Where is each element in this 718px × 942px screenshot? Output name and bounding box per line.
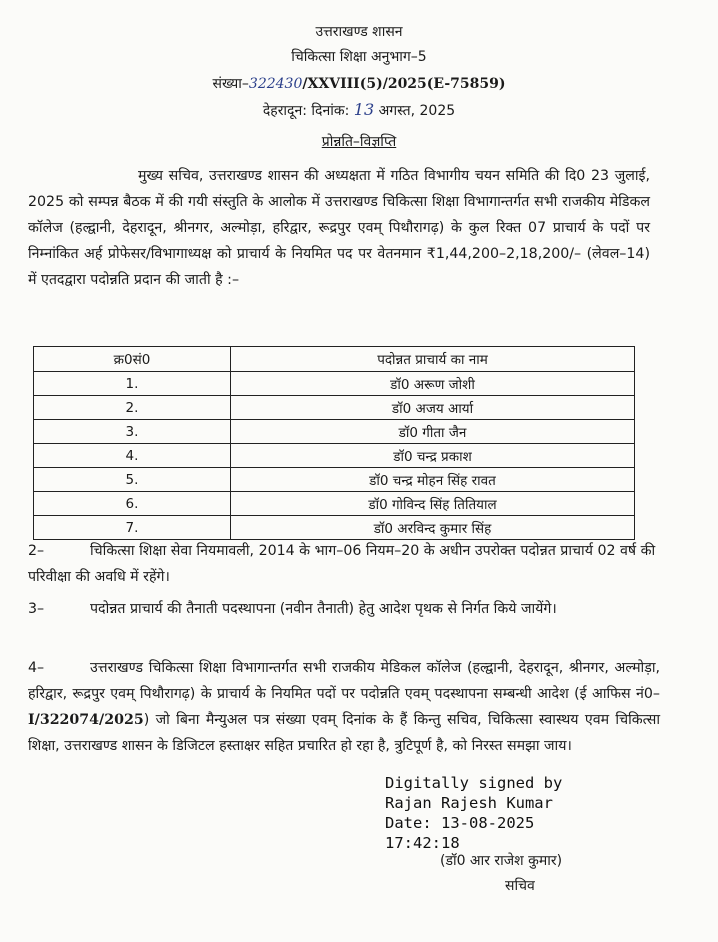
notice-title-text: प्रोन्नति–विज्ञप्ति [321, 134, 397, 150]
table-row [34, 396, 635, 420]
serial-cell: 7. [34, 516, 231, 540]
number-prefix: संख्या– [212, 76, 249, 92]
serial-cell: 6. [34, 492, 231, 516]
serial-cell: 5. [34, 468, 231, 492]
notice-title [0, 132, 718, 151]
name-cell: डॉ0 गोविन्द सिंह तितियाल [231, 492, 635, 516]
signature-line-3: Date: 13-08-2025 [385, 814, 535, 832]
name-cell: डॉ0 गीता जैन [231, 420, 635, 444]
name-cell: डॉ0 अरूण जोशी [231, 372, 635, 396]
serial-cell: 3. [34, 420, 231, 444]
point-3 [28, 596, 668, 622]
name-cell: डॉ0 चन्द्र मोहन सिंह रावत [231, 468, 635, 492]
point-4 [28, 655, 660, 759]
table-row [34, 492, 635, 516]
government-heading: उत्तराखण्ड शासन [315, 24, 403, 40]
point-2 [28, 538, 668, 590]
signatory-designation: सचिव [505, 878, 535, 894]
header-serial: क्र0सं0 [34, 347, 231, 372]
table-row [34, 444, 635, 468]
point-3-text: पदोन्नत प्राचार्य की तैनाती पदस्थापना (नवीन तैनाती) हेतु आदेश पृथक से निर्गत किये जायेंगे। [90, 601, 557, 617]
name-cell: डॉ0 अरविन्द कुमार सिंह [231, 516, 635, 540]
serial-cell: 1. [34, 372, 231, 396]
digital-signature [385, 773, 562, 853]
serial-cell: 4. [34, 444, 231, 468]
point-4-number: 4– [28, 660, 45, 676]
table-row [34, 468, 635, 492]
signature-line-4: 17:42:18 [385, 834, 460, 852]
signature-line-2: Rajan Rajesh Kumar [385, 794, 553, 812]
point-3-number: 3– [28, 601, 45, 617]
table-row [34, 420, 635, 444]
department-heading: चिकित्सा शिक्षा अनुभाग–5 [291, 49, 427, 65]
point-2-number: 2– [28, 543, 45, 559]
place-date-prefix: देहरादून: दिनांक: [262, 103, 350, 119]
table-header-row [34, 347, 635, 372]
paragraph-1: मुख्य सचिव, उत्तराखण्ड शासन की अध्यक्षता में गठित विभागीय चयन समिति की दि0 23 जुलाई, 2025 को सम्पन्न बैठक में की गयी संस्तुति के आलोक में उत्तराखण्ड चिकित्सा शिक्षा विभागान्तर्गत सभी राजकीय मेडिकल कॉलेज (हल्द्वानी, देहरादून, श्रीनगर, अल्मोड़ा, हरिद्वार, रूद्रपुर एवम् पिथौरागढ़) के कुल रिक्त 07 प्राचार्य के पदों पर निम्नांकित अर्ह प्रोफेसर/विभागाध्यक्ष को प्राचार्य के नियमित पद पर वेतनमान ₹1,44,200–2,18,200/– (लेवल–14) में एतदद्वारा पदोन्नति प्रदान की जाती है :– [28, 168, 650, 288]
day-handwritten: 13 [353, 100, 375, 119]
month-year: अगस्त, 2025 [378, 103, 456, 119]
promotion-table [33, 346, 635, 540]
serial-cell: 2. [34, 396, 231, 420]
name-cell: डॉ0 चन्द्र प्रकाश [231, 444, 635, 468]
signature-line-1: Digitally signed by [385, 774, 563, 792]
name-cell: डॉ0 अजय आर्या [231, 396, 635, 420]
point-4-text-a: उत्तराखण्ड चिकित्सा शिक्षा विभागान्तर्गत सभी राजकीय मेडिकल कॉलेज (हल्द्वानी, देहरादून, श्रीनगर, अल्मोड़ा, हरिद्वार, रूद्रपुर एवम् पिथौरागढ़) के प्राचार्य के नियमित पदों पर पदोन्नति एवम् पदस्थापना सम्बन्धी आदेश (ई आफिस नं0– [28, 660, 660, 702]
table-row [34, 372, 635, 396]
number-suffix: /XXVIII(5)/2025(E-75859) [302, 76, 506, 92]
point-2-text: चिकित्सा शिक्षा सेवा नियमावली, 2014 के भाग–06 नियम–20 के अधीन उपरोक्त पदोन्नत प्राचार्य 02 वर्ष की परिवीक्षा की अवधि में रहेंगे। [28, 543, 656, 585]
eoffice-reference: I/322074/2025 [28, 712, 144, 728]
table-row [34, 516, 635, 540]
letter-number [0, 74, 718, 93]
signatory-name: (डॉ0 आर राजेश कुमार) [440, 853, 563, 869]
header-name: पदोन्नत प्राचार्य का नाम [231, 347, 635, 372]
place-date [0, 100, 718, 120]
number-handwritten: 322430 [248, 76, 303, 92]
point-4-text-b: ) जो बिना मैन्युअल पत्र संख्या एवम् दिनांक के हैं किन्तु सचिव, चिकित्सा स्वास्थय एवम चिकित्सा शिक्षा, उत्तराखण्ड शासन के डिजिटल हस्ताक्षर सहित प्रचारित हो रहा है, त्रुटिपूर्ण है, को निरस्त समझा जाय। [28, 712, 660, 754]
